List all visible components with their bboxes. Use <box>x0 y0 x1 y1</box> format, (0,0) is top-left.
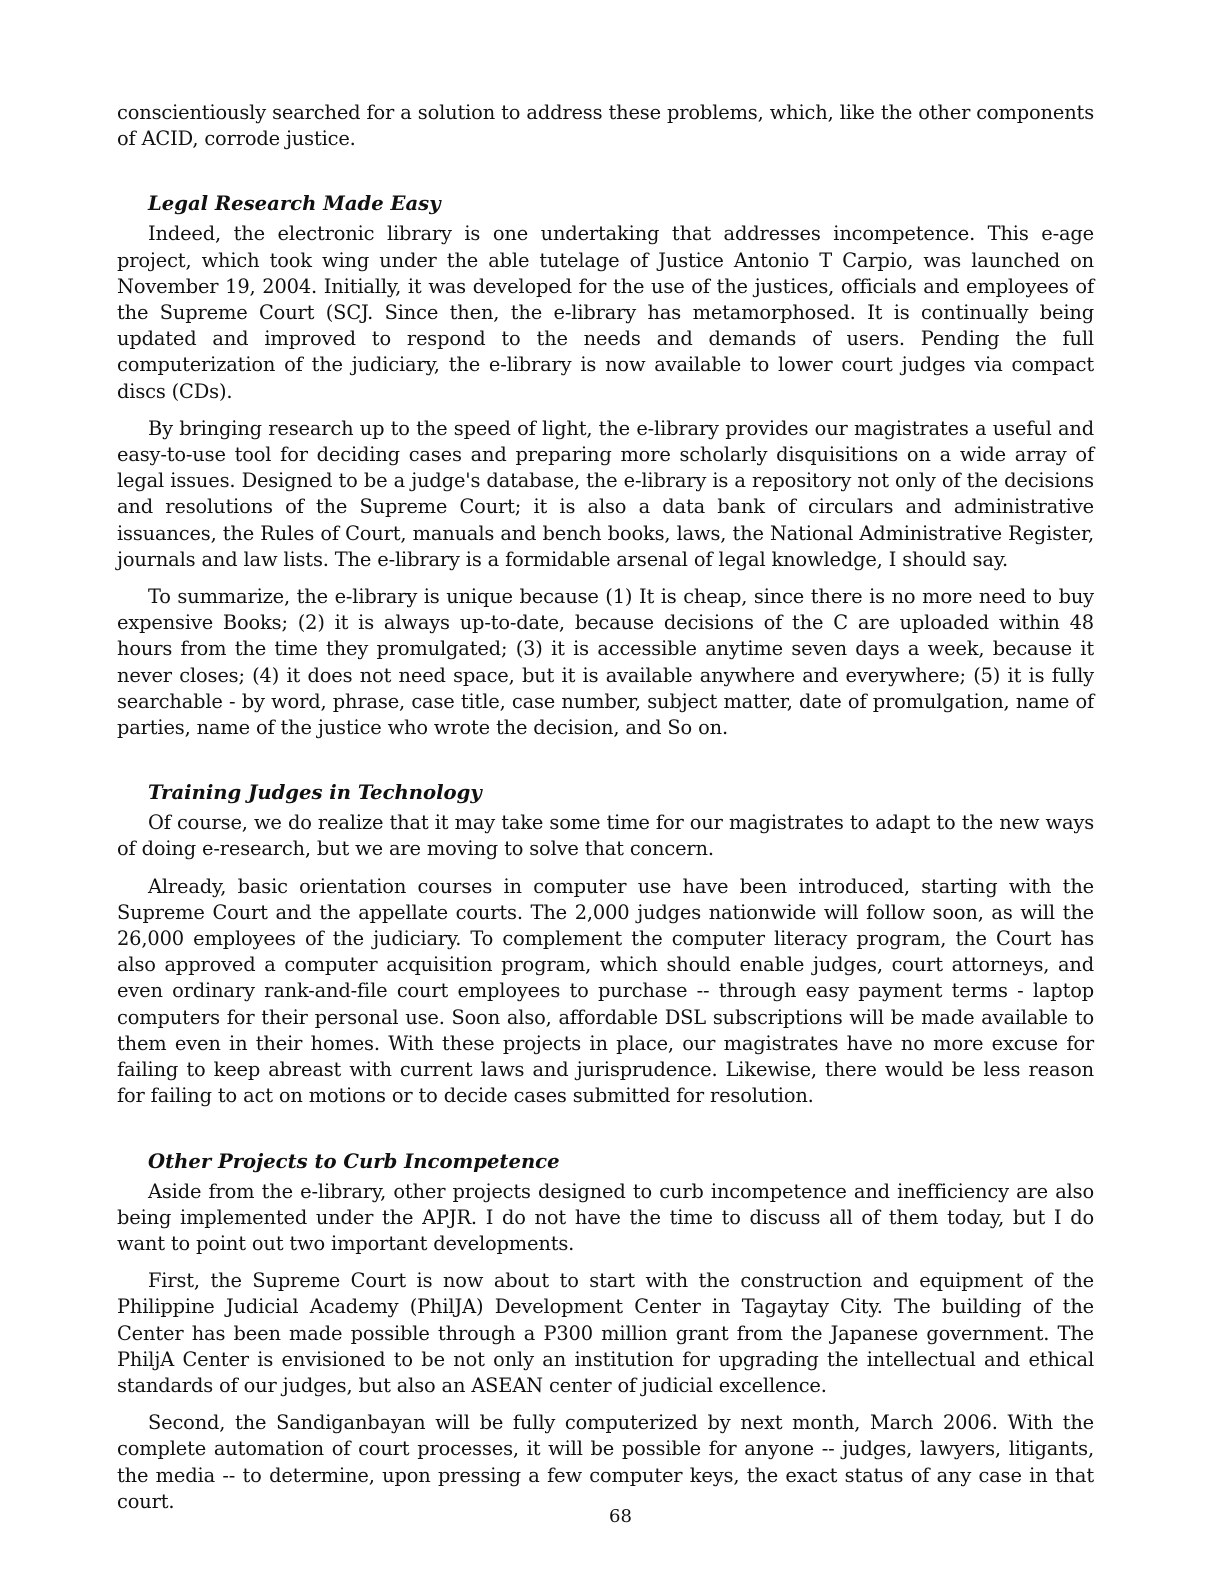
document-page <box>117 100 1094 1526</box>
paragraph: First, the Supreme Court is now about to start with the construction and equipment of the Philippine Judicial Academy (PhilJA) Development Center in Tagaytay City. The building of the Center has been made possible through a P300 million grant from the Japanese government. The PhiljA Center is envisioned to be not only an institution for upgrading the intellectual and ethical standards of our judges, but also an ASEAN center of judicial excellence. <box>117 1269 1094 1397</box>
page-number: 68 <box>609 1506 632 1527</box>
paragraph: Of course, we do realize that it may take some time for our magistrates to adapt to the new ways of doing e-research, but we are moving to solve that concern. <box>117 811 1094 861</box>
paragraph: Second, the Sandiganbayan will be fully computerized by next month, March 2006. With the complete automation of court processes, it will be possible for anyone -- judges, lawyers, litigants, the media -- to determine, upon pressing a few computer keys, the exact status of any case in that court. <box>117 1411 1094 1513</box>
paragraph: Indeed, the electronic library is one undertaking that addresses incompetence. This e-age project, which took wing under the able tutelage of Justice Antonio T Carpio, was launched on November 19, 2004. Initially, it was developed for the use of the justices, officials and employees of the Supreme Court (SCJ. Since then, the e-library has metamorphosed. It is continually being updated and improved to respond to the needs and demands of users. Pending the full computerization of the judiciary, the e-library is now available to lower court judges via compact discs (CDs). <box>117 222 1094 403</box>
section-heading-other-projects: Other Projects to Curb Incompetence <box>148 1149 560 1173</box>
paragraph: Already, basic orientation courses in computer use have been introduced, starting with the Supreme Court and the appellate courts. The 2,000 judges nationwide will follow soon, as will the 26,000 employees of the judiciary. To complement the computer literacy program, the Court has also approved a computer acquisition program, which should enable judges, court attorneys, and even ordinary rank-and-file court employees to purchase -- through easy payment terms - laptop computers for their personal use. Soon also, affordable DSL subscriptions will be made available to them even in their homes. With these projects in place, our magistrates have no more excuse for failing to keep abreast with current laws and jurisprudence. Likewise, there would be less reason for failing to act on motions or to decide cases submitted for resolution. <box>117 874 1094 1108</box>
intro-paragraph: conscientiously searched for a solution to address these problems, which, like the other components of ACID, corrode justice. <box>117 101 1094 151</box>
paragraph: To summarize, the e-library is unique because (1) It is cheap, since there is no more need to buy expensive Books; (2) it is always up-to-date, because decisions of the C are uploaded within 48 hours from the time they promulgated; (3) it is accessible anytime seven days a week, because it never closes; (4) it does not need space, but it is available anywhere and everywhere; (5) it is fully searchable - by word, phrase, case title, case number, subject matter, date of promulgation, name of parties, name of the justice who wrote the decision, and So on. <box>117 585 1094 740</box>
paragraph: Aside from the e-library, other projects designed to curb incompetence and inefficiency are also being implemented under the APJR. I do not have the time to discuss all of them today, but I do want to point out two important developments. <box>117 1179 1094 1255</box>
paragraph: By bringing research up to the speed of light, the e-library provides our magistrates a useful and easy-to-use tool for deciding cases and preparing more scholarly disquisitions on a wide array of legal issues. Designed to be a judge's database, the e-library is a repository not only of the decisions and resolutions of the Supreme Court; it is also a data bank of circulars and administrative issuances, the Rules of Court, manuals and bench books, laws, the National Administrative Register, journals and law lists. The e-library is a formidable arsenal of legal knowledge, I should say. <box>117 416 1094 571</box>
section-heading-training-judges: Training Judges in Technology <box>148 781 482 805</box>
section-heading-legal-research: Legal Research Made Easy <box>148 192 441 216</box>
